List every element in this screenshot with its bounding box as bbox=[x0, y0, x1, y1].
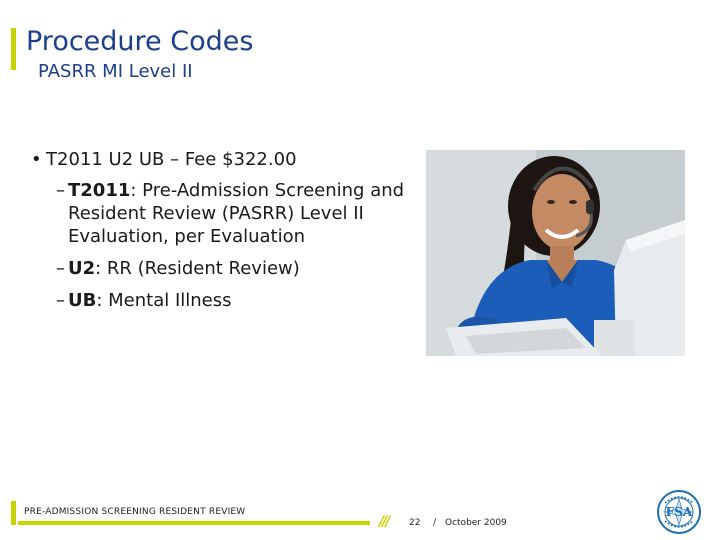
dash-icon: – bbox=[56, 180, 65, 201]
code-label: U2 bbox=[68, 258, 96, 279]
sub-item-t2011 bbox=[28, 179, 423, 248]
slide-title: Procedure Codes bbox=[26, 26, 254, 57]
fsa-seal-icon bbox=[655, 489, 703, 535]
sub-item-ub bbox=[28, 289, 423, 312]
code-label: T2011 bbox=[68, 180, 131, 201]
woman-with-headset-at-computer-photo bbox=[426, 150, 685, 356]
sub-item-u2 bbox=[28, 257, 423, 280]
svg-text:FSA: FSA bbox=[665, 505, 693, 519]
footer-accent-bar bbox=[11, 501, 16, 525]
slide-subtitle: PASRR MI Level II bbox=[38, 61, 193, 82]
footer-date: October 2009 bbox=[445, 518, 507, 528]
main-bullet-text: T2011 U2 UB – Fee $322.00 bbox=[46, 149, 297, 170]
footer-slash-mark: /// bbox=[379, 514, 389, 530]
date-separator: / bbox=[433, 518, 437, 528]
slide-content bbox=[28, 148, 423, 321]
photo-illustration bbox=[426, 150, 685, 356]
footer-program-name: PRE-ADMISSION SCREENING RESIDENT REVIEW bbox=[24, 507, 246, 517]
bullet-dot-icon: • bbox=[31, 149, 42, 170]
page-number: 22 bbox=[409, 518, 421, 528]
code-description: : RR (Resident Review) bbox=[95, 258, 300, 279]
code-description: : Mental Illness bbox=[96, 290, 232, 311]
code-label: UB bbox=[68, 290, 97, 311]
code-description: : Pre-Admission Screening and Resident Review (PASRR) Level II Evaluation, per Evaluation bbox=[68, 180, 405, 247]
footer-accent-line bbox=[18, 521, 370, 525]
title-accent-bar bbox=[11, 28, 16, 70]
dash-icon: – bbox=[56, 290, 65, 311]
fsa-logo bbox=[655, 489, 703, 535]
main-bullet bbox=[28, 148, 423, 171]
dash-icon: – bbox=[56, 258, 65, 279]
